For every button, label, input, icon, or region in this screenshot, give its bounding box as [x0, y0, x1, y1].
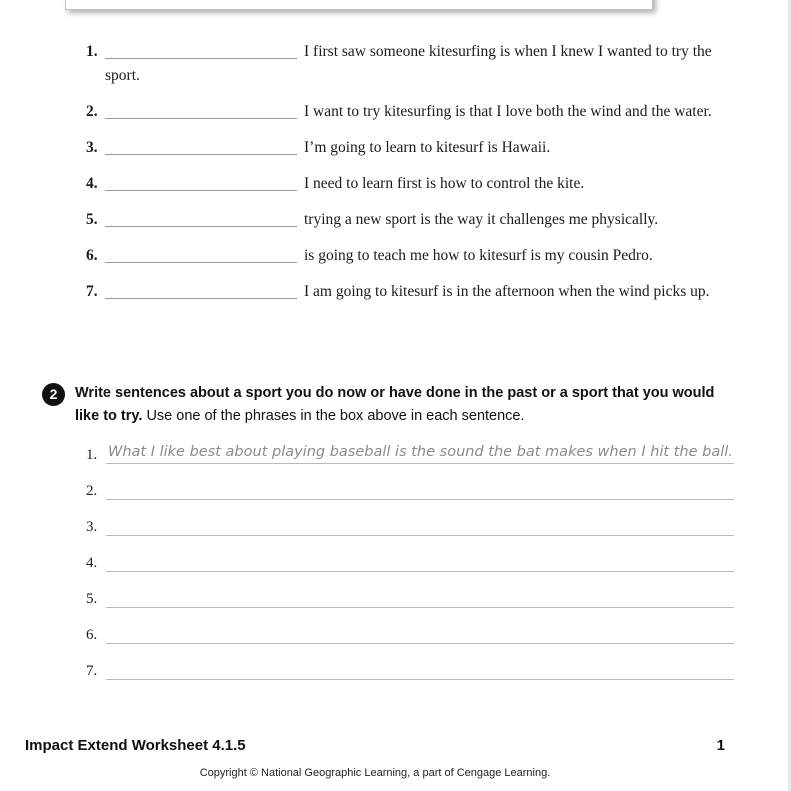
handwritten-answer	[106, 678, 108, 679]
answer-blank	[105, 105, 297, 119]
item-text: is going to teach me how to kitesurf is my cousin Pedro.	[304, 247, 653, 264]
item-body	[105, 136, 734, 160]
line-number: 5.	[86, 591, 98, 607]
phrase-box-partial	[65, 0, 653, 10]
item-body	[105, 280, 734, 304]
item-body	[105, 208, 734, 232]
writing-line	[86, 464, 734, 500]
item-body	[105, 40, 734, 88]
item-text: trying a new sport is the way it challenges me physically.	[304, 211, 659, 228]
line-number: 3.	[86, 519, 98, 535]
answer-blank	[105, 177, 297, 191]
line-number: 1.	[86, 447, 98, 463]
item-body	[105, 244, 734, 268]
writing-line	[86, 644, 734, 680]
fill-in-item	[86, 244, 734, 268]
item-number: 2.	[86, 103, 98, 120]
item-number: 4.	[86, 175, 98, 192]
item-number: 5.	[86, 211, 98, 228]
item-text: I am going to kitesurf is in the afternoon when the wind picks up.	[304, 283, 710, 300]
exercise-2	[42, 382, 734, 680]
exercise-2-header	[42, 382, 734, 428]
fill-in-item	[86, 208, 734, 232]
answer-line	[106, 643, 734, 680]
exercise-2-instruction	[75, 382, 715, 428]
answer-blank	[105, 45, 297, 59]
answer-blank	[105, 141, 297, 155]
exercise-1-list	[86, 40, 734, 316]
writing-line	[86, 572, 734, 608]
fill-in-item	[86, 280, 734, 304]
line-number: 7.	[86, 663, 98, 679]
answer-line	[106, 427, 734, 464]
item-body	[105, 100, 734, 124]
item-text: I’m going to learn to kitesurf is Hawaii.	[304, 139, 551, 156]
item-number: 1.	[86, 43, 98, 60]
writing-line	[86, 500, 734, 536]
worksheet-title: Impact Extend Worksheet 4.1.5	[25, 737, 246, 754]
answer-blank	[105, 213, 297, 227]
answer-line	[106, 571, 734, 608]
copyright-text: Copyright © National Geographic Learning, a part of Cengage Learning.	[199, 767, 551, 779]
writing-line	[86, 536, 734, 572]
footer-row	[25, 737, 725, 754]
page-number: 1	[716, 737, 725, 754]
fill-in-item	[86, 40, 734, 88]
answer-line	[106, 607, 734, 644]
answer-blank	[105, 285, 297, 299]
item-body	[105, 172, 734, 196]
line-number: 2.	[86, 483, 98, 499]
item-number: 7.	[86, 283, 98, 300]
fill-in-item	[86, 100, 734, 124]
item-text: I first saw someone kitesurfing is when I knew I wanted to try the sport.	[105, 43, 712, 84]
writing-line	[86, 428, 734, 464]
item-number: 3.	[86, 139, 98, 156]
item-text: I need to learn first is how to control the kite.	[304, 175, 585, 192]
answer-blank	[105, 249, 297, 263]
fill-in-item	[86, 136, 734, 160]
item-text: I want to try kitesurfing is that I love both the wind and the water.	[304, 103, 712, 120]
item-number: 6.	[86, 247, 98, 264]
instruction-bold: Write sentences about a sport you do now or have done in the past or a sport that you would like to try.	[75, 385, 715, 424]
line-number: 6.	[86, 627, 98, 643]
writing-lines	[86, 428, 734, 680]
instruction-rest: Use one of the phrases in the box above in each sentence.	[146, 408, 525, 424]
exercise-number-badge: 2	[42, 383, 65, 406]
line-number: 4.	[86, 555, 98, 571]
fill-in-item	[86, 172, 734, 196]
handwritten-answer: What I like best about playing baseball is the sound the bat makes when I hit the ball.	[108, 444, 733, 460]
writing-line	[86, 608, 734, 644]
answer-line	[106, 499, 734, 536]
answer-line	[106, 463, 734, 500]
page-footer	[25, 737, 725, 779]
answer-line	[106, 535, 734, 572]
